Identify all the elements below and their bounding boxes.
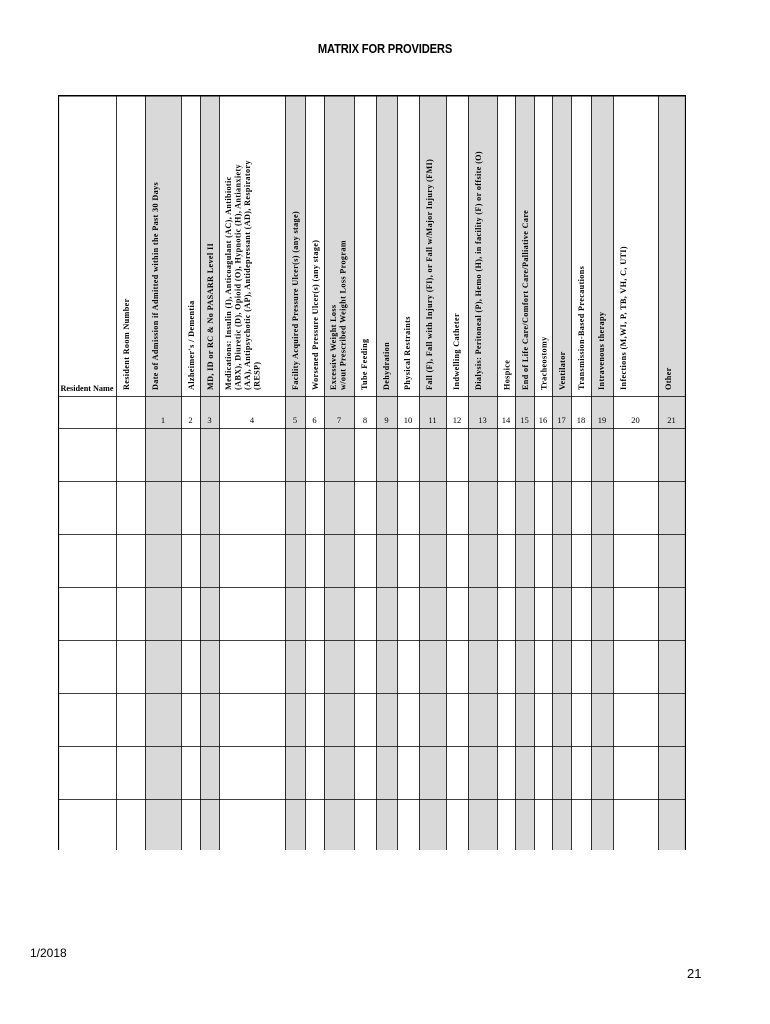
column-header-label: Indwelling Catheter — [452, 313, 461, 390]
column-header-label: Transmission-Based Precautions — [577, 265, 586, 390]
column-number-21: 21 — [667, 415, 676, 425]
column-number-15: 15 — [520, 415, 529, 425]
page-title: MATRIX FOR PROVIDERS — [317, 41, 453, 56]
column-header-label: Medications: Insulin (I), Anticoagulant (AC), Antibiotic — [224, 176, 233, 390]
column-header-label: Excessive Weight Loss — [329, 304, 338, 390]
matrix-grid — [58, 95, 686, 850]
shaded-column-3 — [200, 95, 219, 850]
column-header-label: (ABX), Diuretic (D), Opioid (O), Hypnotic (H), Antianxiety — [233, 164, 243, 390]
column-header-label: w/out Prescribed Weight Loss Program — [338, 240, 348, 390]
column-header-17 — [558, 351, 567, 390]
shaded-column-9 — [376, 95, 397, 850]
column-header-label: Tracheostomy — [539, 336, 549, 390]
column-number-20: 20 — [631, 415, 640, 425]
column-header-20 — [619, 246, 628, 390]
shaded-column-17 — [552, 95, 571, 850]
column-header-14 — [503, 360, 512, 390]
column-number-7: 7 — [336, 415, 342, 425]
column-header-8 — [360, 338, 369, 390]
shaded-column-19 — [591, 95, 613, 850]
column-header-label: Alzheimer's / Dementia — [187, 300, 196, 390]
column-header-label: Resident Room Number — [122, 298, 131, 390]
column-header-10 — [403, 316, 412, 390]
column-number-18: 18 — [576, 415, 586, 425]
column-header-16 — [540, 336, 549, 390]
column-header-label: Infections (M,WI, P, TB, VH, C, UTI) — [619, 246, 628, 390]
column-number-17: 17 — [557, 415, 566, 425]
column-header-15 — [521, 210, 530, 390]
column-header-13 — [474, 151, 483, 390]
column-number-6: 6 — [312, 415, 317, 425]
column-number-11: 11 — [428, 415, 437, 425]
column-header-label: Other — [664, 367, 673, 390]
column-header-label: Date of Admission if Admitted within the Past 30 Days — [151, 181, 160, 390]
column-number-14: 14 — [501, 415, 511, 425]
column-number-3: 3 — [207, 415, 212, 425]
column-header-1 — [151, 182, 160, 390]
column-header-label: Dialysis: Peritoneal (P), Hemo (H), in facility (F) or offsite (O) — [474, 151, 483, 390]
column-header-label: Dehydration — [382, 342, 391, 390]
column-header-2 — [187, 300, 196, 390]
column-number-5: 5 — [292, 415, 298, 425]
column-header-label: End of Life Care/Comfort Care/Palliative Care — [521, 209, 530, 390]
column-header-label: MD, ID or RC & No PASARR Level II — [206, 242, 215, 390]
shaded-column-15 — [515, 95, 534, 850]
column-header-room — [122, 298, 131, 390]
column-number-9: 9 — [384, 415, 389, 425]
column-header-label: Facility Acquired Pressure Ulcer(s) (any stage) — [291, 210, 300, 390]
column-number-8: 8 — [362, 415, 368, 425]
column-header-label: Hospice — [502, 359, 512, 390]
column-header-label: Worsened Pressure Ulcer(s) (any stage) — [311, 239, 320, 390]
column-header-9 — [382, 342, 391, 390]
column-header-label: Fall (F), Fall with Injury (FI), or Fall w/Major Injury (FMI) — [425, 158, 434, 390]
column-number-16: 16 — [538, 415, 548, 425]
column-header-11 — [425, 159, 434, 390]
column-header-19 — [597, 311, 606, 390]
column-header-label: (AA), Antipsychotic (AP), Antidepressant (AD), Respiratory — [243, 160, 252, 390]
column-header-label: Ventilator — [558, 351, 567, 390]
page-number: 21 — [687, 966, 702, 981]
column-header-21 — [664, 367, 673, 390]
column-header-label: Physical Restraints — [403, 316, 412, 390]
column-number-13: 13 — [478, 415, 487, 425]
shaded-column-5 — [285, 95, 305, 850]
column-header-label: Tube Feeding — [360, 338, 369, 390]
resident-name-header: Resident Name — [60, 384, 114, 393]
column-number-2: 2 — [188, 415, 193, 425]
column-header-4 — [224, 160, 262, 390]
column-header-12 — [452, 313, 461, 390]
shaded-column-7 — [324, 95, 354, 850]
column-header-label: (RESP) — [252, 361, 262, 390]
column-number-10: 10 — [403, 415, 413, 425]
column-header-5 — [291, 211, 300, 390]
column-number-1: 1 — [160, 415, 166, 425]
column-header-6 — [311, 240, 320, 390]
footer-date: 1/2018 — [30, 946, 67, 960]
column-number-12: 12 — [452, 415, 462, 425]
shaded-column-21 — [658, 95, 685, 850]
column-header-18 — [577, 266, 586, 390]
column-header-label: Intravenous therapy — [597, 311, 606, 390]
column-header-3 — [206, 243, 215, 390]
provider-matrix-table — [58, 95, 686, 850]
column-number-19: 19 — [597, 415, 607, 425]
column-number-4: 4 — [249, 415, 255, 425]
